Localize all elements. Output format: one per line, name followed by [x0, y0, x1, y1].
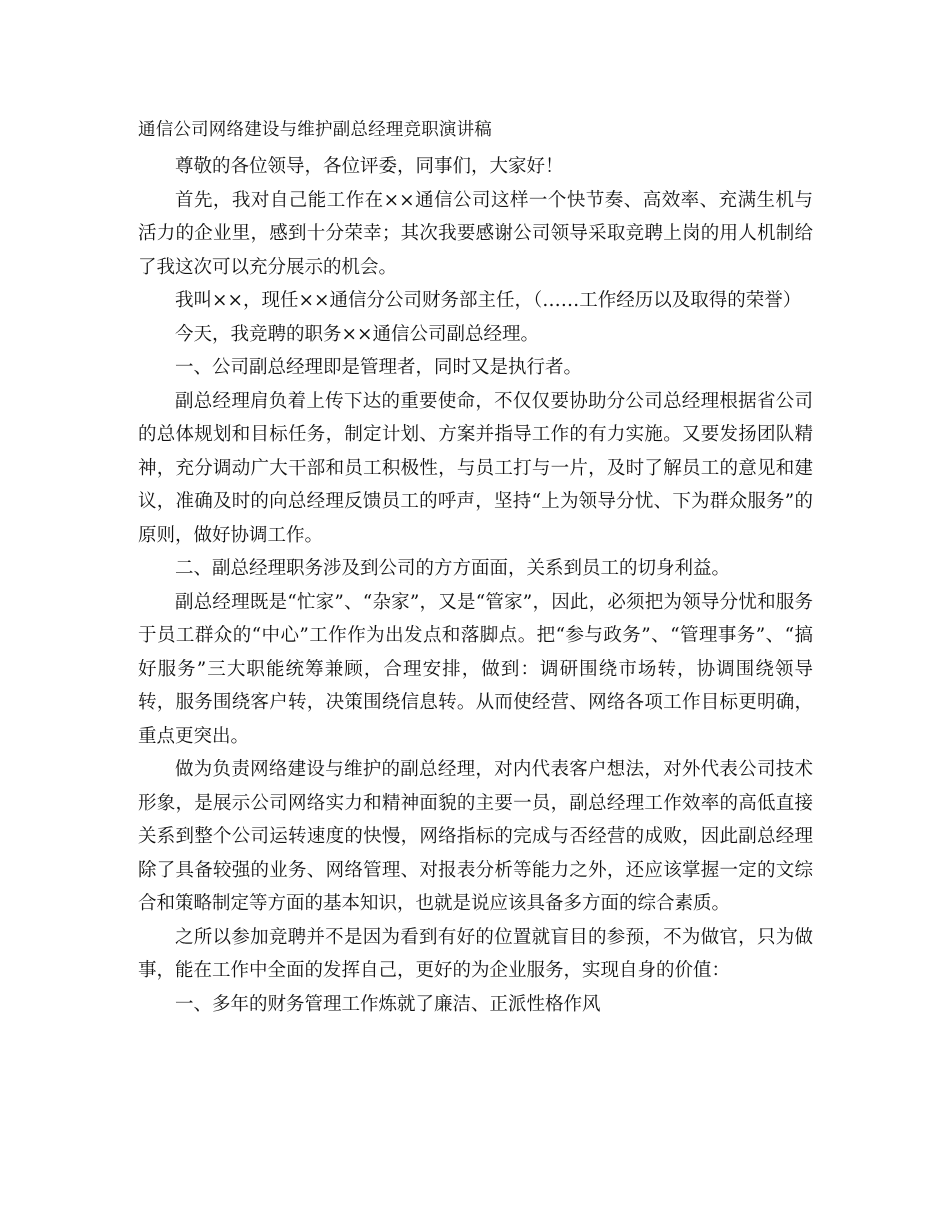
paragraph-greeting: 尊敬的各位领导，各位评委，同事们，大家好！ [175, 156, 564, 177]
section-heading-2: 二、副总经理职务涉及到公司的方方面面，关系到员工的切身利益。 [175, 558, 731, 579]
document-page [138, 118, 813, 1021]
paragraph-duties: 副总经理肩负着上传下达的重要使命，不仅仅要协助分公司总经理根据省公司的总体规划和目标任务，制定计划、方案并指导工作的有力实施。又要发扬团队精神，充分调动广大干部和员工积极性，与员工打与一片，及时了解员工的意见和建议，准确及时的向总经理反馈员工的呼声，坚持“上为领导分忧、下为群众服务”的原则，做好协调工作。 [138, 390, 813, 546]
section-heading-1: 一、公司副总经理即是管理者，同时又是执行者。 [175, 357, 583, 378]
document-title: 通信公司网络建设与维护副总经理竞职演讲稿 [138, 120, 492, 140]
paragraph-position: 今天，我竞聘的职务××通信公司副总经理。 [175, 323, 540, 345]
paragraph-self-introduction: 我叫××，现任××通信分公司财务部主任，（……工作经历以及取得的荣誉） [175, 290, 802, 311]
paragraph-motivation: 之所以参加竞聘并不是因为看到有好的位置就盲目的参预，不为做官，只为做事，能在工作中全面的发挥自己，更好的为企业服务，实现自身的价值： [138, 926, 813, 981]
paragraph-roles: 副总经理既是“忙家”、“杂家”，又是“管家”，因此，必须把为领导分忧和服务于员工群众的“中心”工作作为出发点和落脚点。把“参与政务”、“管理事务”、“搞好服务”三大职能统筹兼顾，合理安排，做到：调研围绕市场转，协调围绕领导转，服务围绕客户转，决策围绕信息转。从而使经营、网络各项工作目标更明确，重点更突出。 [138, 591, 813, 747]
paragraph-network-responsibility: 做为负责网络建设与维护的副总经理，对内代表客户想法，对外代表公司技术形象，是展示公司网络实力和精神面貌的主要一员，副总经理工作效率的高低直接关系到整个公司运转速度的快慢，网络指标的完成与否经营的成败，因此副总经理除了具备较强的业务、网络管理、对报表分析等能力之外，还应该掌握一定的文综合和策略制定等方面的基本知识，也就是说应该具备多方面的综合素质。 [138, 759, 813, 914]
section-heading-3: 一、多年的财务管理工作炼就了廉洁、正派性格作风 [175, 993, 601, 1015]
paragraph-intro: 首先，我对自己能工作在××通信公司这样一个快节奏、高效率、充满生机与活力的企业里，感到十分荣幸；其次我要感谢公司领导采取竞聘上岗的用人机制给了我这次可以充分展示的机会。 [138, 189, 813, 278]
